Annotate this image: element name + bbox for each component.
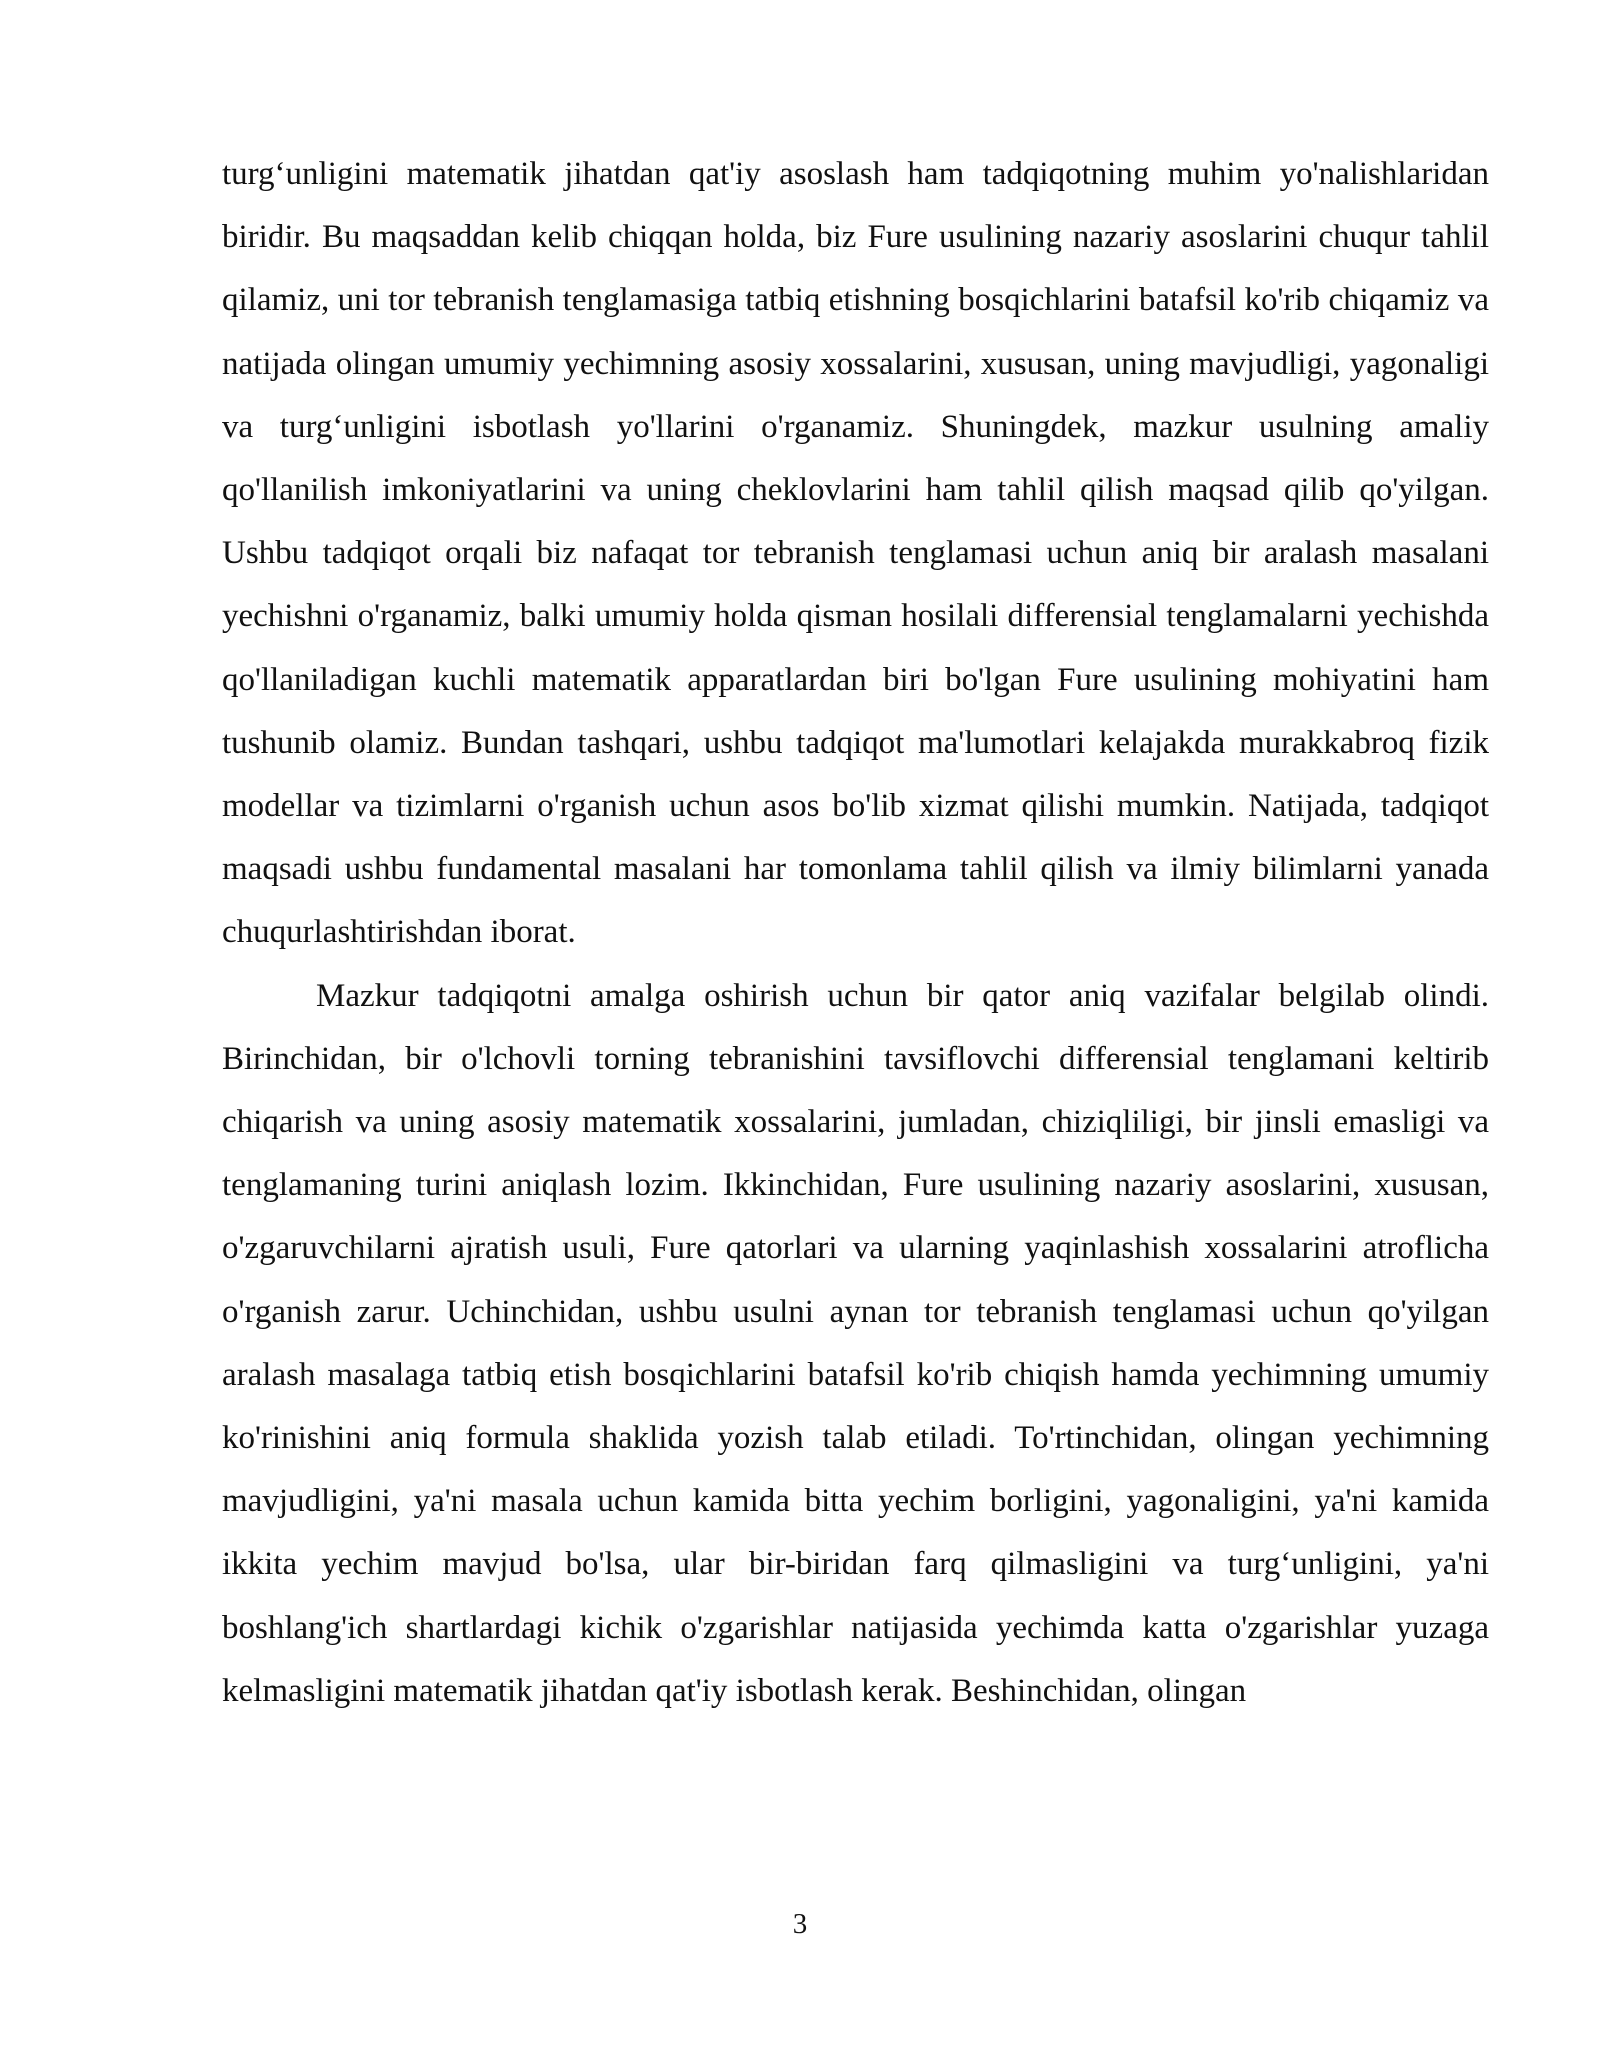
paragraph-tasks: Mazkur tadqiqotni amalga oshirish uchun bir qator aniq vazifalar belgilab olindi. Birinchidan, bir o'lchovli torning tebranishini tavsiflovchi differensial tenglamani keltirib chiqarish va uning asosiy matematik xossalarini, jumladan, chiziqliligi, bir jinsli emasligi va tenglamaning turini aniqlash lozim. Ikkinchidan, Fure usulining nazariy asoslarini, xususan, o'zgaruvchilarni ajratish usuli, Fure qatorlari va ularning yaqinlashish xossalarini atroflicha o'rganish zarur. Uchinchidan, ushbu usulni aynan tor tebranish tenglamasi uchun qo'yilgan aralash masalaga tatbiq etish bosqichlarini batafsil ko'rib chiqish hamda yechimning umumiy ko'rinishini aniq formula shaklida yozish talab etiladi. To'rtinchidan, olingan yechimning mavjudligini, ya'ni masala uchun kamida bitta yechim borligini, yagonaligini, ya'ni kamida ikkita yechim mavjud bo'lsa, ular bir-biridan farq qilmasligini va turg‘unligini, ya'ni boshlang'ich shartlardagi kichik o'zgarishlar natijasida yechimda katta o'zgarishlar yuzaga kelmasligini matematik jihatdan qat'iy isbotlash kerak. Beshinchidan, olingan <box>222 977 1489 1709</box>
page-number: 3 <box>792 1908 808 1940</box>
paragraph-continuation: turg‘unligini matematik jihatdan qat'iy asoslash ham tadqiqotning muhim yo'nalishlaridan biridir. Bu maqsaddan kelib chiqqan holda, biz Fure usulining nazariy asoslarini chuqur tahlil qilamiz, uni tor tebranish tenglamasiga tatbiq etishning bosqichlarini batafsil ko'rib chiqamiz va natijada olingan umumiy yechimning asosiy xossalarini, xususan, uning mavjudligi, yagonaligi va turg‘unligini isbotlash yo'llarini o'rganamiz. Shuningdek, mazkur usulning amaliy qo'llanilish imkoniyatlarini va uning cheklovlarini ham tahlil qilish maqsad qilib qo'yilgan. Ushbu tadqiqot orqali biz nafaqat tor tebranish tenglamasi uchun aniq bir aralash masalani yechishni o'rganamiz, balki umumiy holda qisman hosilali differensial tenglamalarni yechishda qo'llaniladigan kuchli matematik apparatlardan biri bo'lgan Fure usulining mohiyatini ham tushunib olamiz. Bundan tashqari, ushbu tadqiqot ma'lumotlari kelajakda murakkabroq fizik modellar va tizimlarni o'rganish uchun asos bo'lib xizmat qilishi mumkin. Natijada, tadqiqot maqsadi ushbu fundamental masalani har tomonlama tahlil qilish va ilmiy bilimlarni yanada chuqurlashtirishdan iborat. <box>222 156 1489 951</box>
body-text <box>222 143 1489 1723</box>
